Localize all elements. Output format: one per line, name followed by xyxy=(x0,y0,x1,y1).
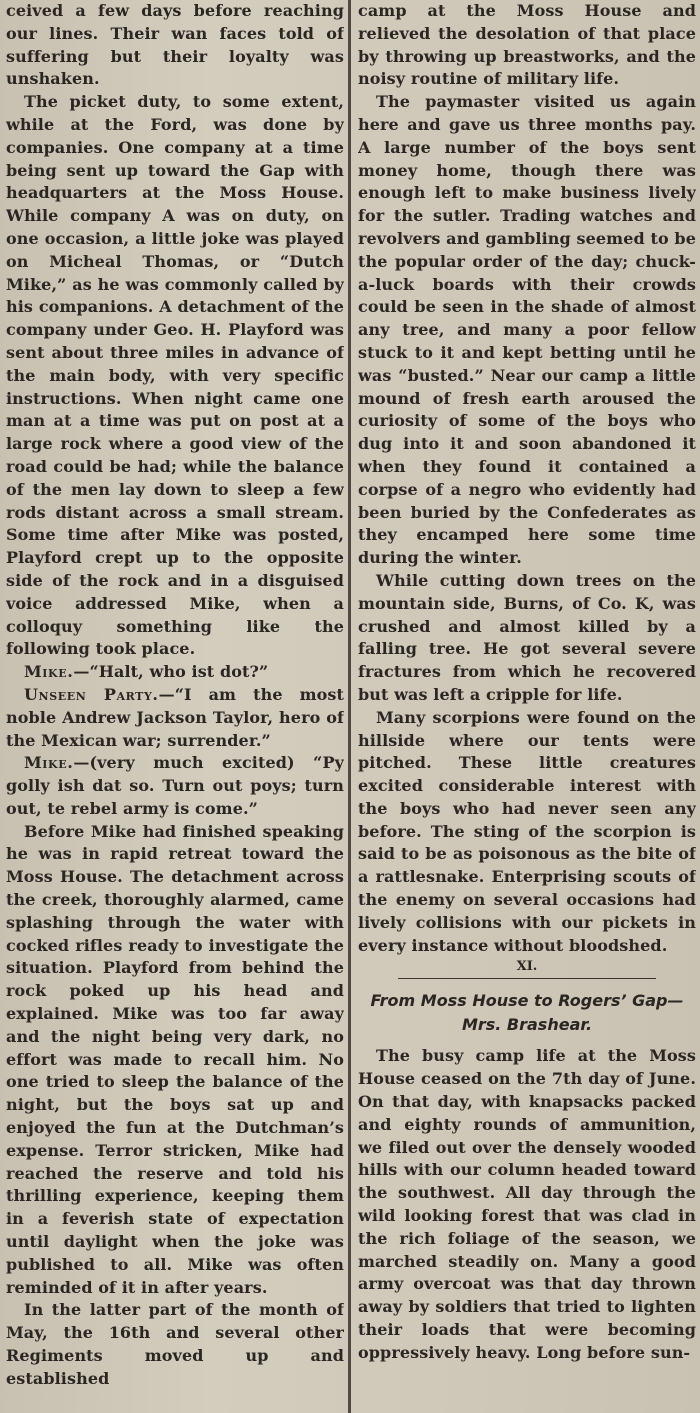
dialogue-line xyxy=(6,661,344,684)
paragraph: camp at the Moss House and relieved the desolation of that place by throwing up breastworks, and the noisy routine of military life. xyxy=(358,1,696,89)
dialogue-line xyxy=(6,684,344,752)
headline-line: From Moss House to Rogers’ Gap— xyxy=(370,991,684,1011)
right-column xyxy=(358,0,696,1413)
paragraph: While cutting down trees on the mountain side, Burns, of Co. K, was crushed and almost killed by a falling tree. He got several severe fractures from which he recovered but was left a cripple for life. xyxy=(358,570,696,704)
dialogue-text: —(very much excited) “Py golly ish dat so. Turn out poys; turn out, te rebel army is come.” xyxy=(6,753,344,818)
left-column xyxy=(6,0,344,1413)
column-rule xyxy=(348,0,351,1413)
paragraph: Many scorpions were found on the hillside where our tents were pitched. These little creatures excited considerable interest with the boys who had never seen any before. The sting of the scorpion is said to be as poisonous as the bite of a rattlesnake. Enterprising scouts of the enemy on several occasions had lively collisions with our pickets in every instance without bloodshed. xyxy=(358,707,696,955)
speaker-name: Mike. xyxy=(24,753,74,773)
section-number: XI. xyxy=(516,959,538,975)
section-headline xyxy=(358,989,696,1037)
paragraph: In the latter part of the month of May, the 16th and several other Regiments moved up and established xyxy=(6,1300,344,1388)
section-divider xyxy=(398,978,656,979)
dialogue-text: —“Halt, who ist dot?” xyxy=(73,662,269,682)
dialogue-text: —“I am the most noble Andrew Jackson Taylor, hero of the Mexican war; surrender.” xyxy=(6,684,344,750)
speaker-name: Mike. xyxy=(24,662,74,682)
paragraph: The picket duty, to some extent, while at the Ford, was done by companies. One company at a time being sent up toward the Gap with headquarters at the Moss House. While company A was on duty, on one occasion, a little joke was played on Micheal Thomas, or “Dutch Mike,” as he was commonly called by his companions. A detachment of the company under Geo. H. Playford was sent about three miles in advance of the main body, with very specific instructions. When night came one man at a time was put on post at a large rock where a good view of the road could be had; while the balance of the men lay down to sleep a few rods distant across a small stream. Some time after Mike was posted, Playford crept up to the opposite side of the rock and in a disguised voice addressed Mike, when a colloquy something like the following took place. xyxy=(6,92,344,659)
paragraph: The busy camp life at the Moss House ceased on the 7th day of June. On that day, with knapsacks packed and eighty rounds of ammunition, we filed out over the densely wooded hills with our column headed toward the southwest. All day through the wild looking forest that was clad in the rich foliage of the season, we marched steadily on. Many a good army overcoat was that day thrown away by soldiers that tried to lighten their loads that were becoming oppressively heavy. Long before sun- xyxy=(358,1046,696,1362)
headline-line: Mrs. Brashear. xyxy=(461,1015,593,1035)
speaker-name: Unseen Party. xyxy=(24,684,159,704)
dialogue-line xyxy=(6,752,344,820)
paragraph: ceived a few days before reaching our lines. Their wan faces told of suffering but their loyalty was unshaken. xyxy=(6,1,344,89)
paragraph: Before Mike had finished speaking he was in rapid retreat toward the Moss House. The detachment across the creek, thoroughly alarmed, came splashing through the water with cocked rifles ready to investigate the situation. Playford from behind the rock poked up his head and explained. Mike was too far away and the night being very dark, no effort was made to recall him. No one tried to sleep the balance of the night, but the boys sat up and enjoyed the fun at the Dutchman’s expense. Terror stricken, Mike had reached the reserve and told his thrilling experience, keeping them in a feverish state of expectation until daylight when the joke was published to all. Mike was often reminded of it in after years. xyxy=(6,821,344,1297)
paragraph: The paymaster visited us again here and gave us three months pay. A large number of the boys sent money home, though there was enough left to make business lively for the sutler. Trading watches and revolvers and gambling seemed to be the popular order of the day; chuck-a-luck boards with their crowds could be seen in the shade of almost any tree, and many a poor fellow stuck to it and kept betting until he was “busted.” Near our camp a little mound of fresh earth aroused the curiosity of some of the boys who dug into it and soon abandoned it when they found it contained a corpse of a negro who evidently had been buried by the Confederates as they encamped here some time during the winter. xyxy=(358,92,696,568)
